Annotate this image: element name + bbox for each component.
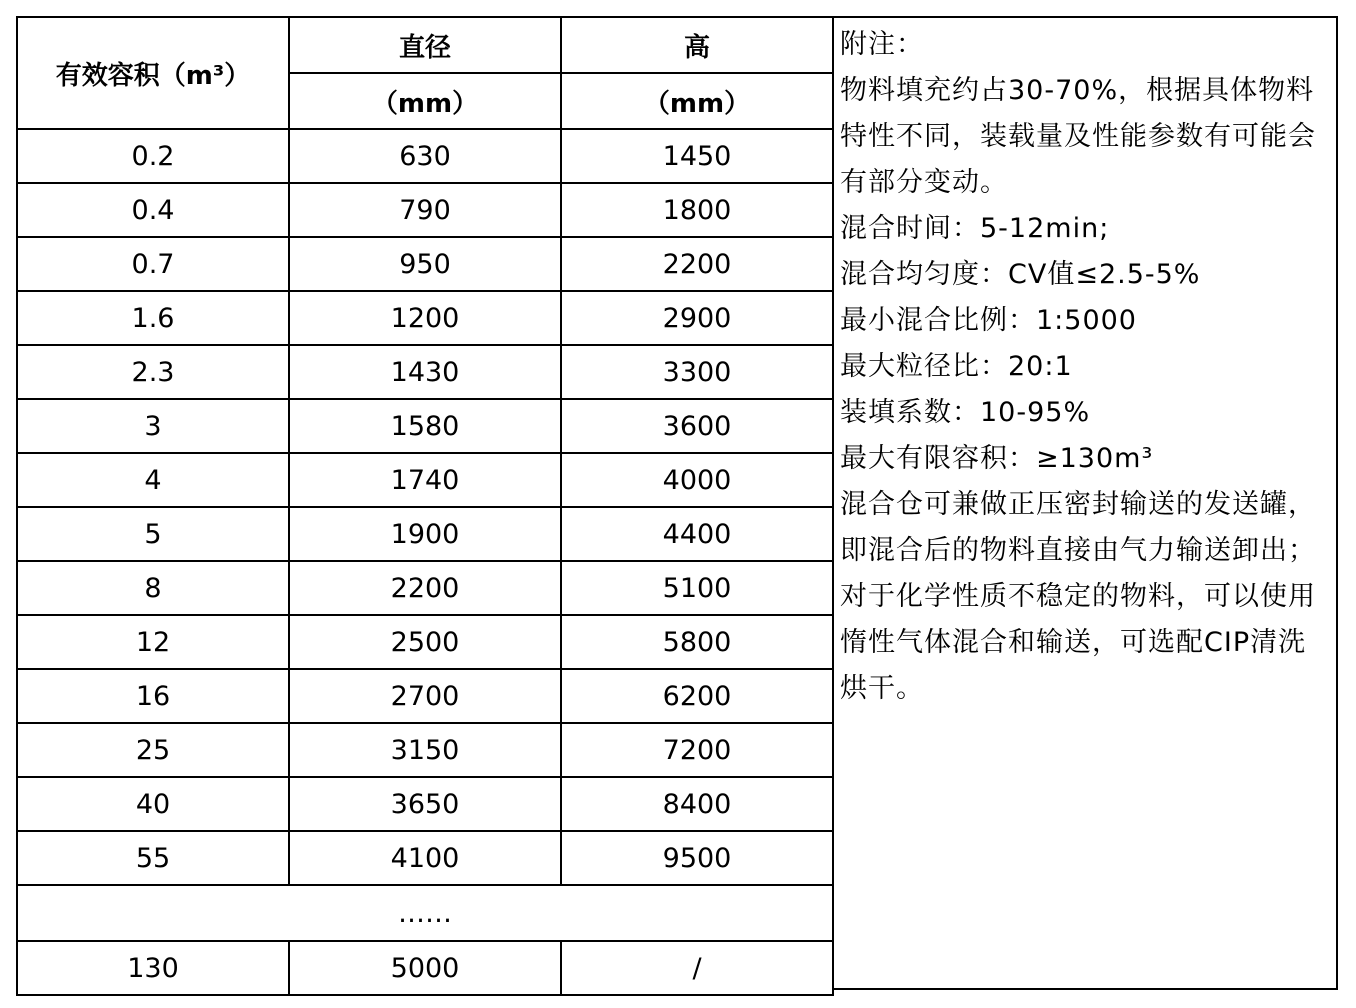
cell-volume: 12 <box>17 615 289 669</box>
notes-title: 附注： <box>840 29 924 60</box>
cell-diameter: 2700 <box>289 669 561 723</box>
cell-diameter: 2200 <box>289 561 561 615</box>
table-row <box>17 723 833 777</box>
table-row <box>17 399 833 453</box>
table-header-row <box>17 17 833 73</box>
header-diameter-unit: （mm） <box>289 73 561 129</box>
table-row <box>17 237 833 291</box>
cell-diameter: 630 <box>289 129 561 183</box>
table-row <box>17 507 833 561</box>
cell-diameter: 1430 <box>289 345 561 399</box>
cell-height: 3600 <box>561 399 833 453</box>
cell-height: 3300 <box>561 345 833 399</box>
cell-height: 5800 <box>561 615 833 669</box>
cell-diameter: 3150 <box>289 723 561 777</box>
cell-volume: 0.7 <box>17 237 289 291</box>
cell-diameter: 4100 <box>289 831 561 885</box>
cell-volume: 4 <box>17 453 289 507</box>
notes-lines <box>840 68 1330 712</box>
cell-height: 9500 <box>561 831 833 885</box>
cell-height: 8400 <box>561 777 833 831</box>
note-line: 最小混合比例：1:5000 <box>840 305 1137 336</box>
spec-table <box>16 16 834 996</box>
table-row <box>17 561 833 615</box>
ellipsis-cell: …… <box>17 885 833 941</box>
cell-diameter: 3650 <box>289 777 561 831</box>
table-row <box>17 291 833 345</box>
cell-volume: 40 <box>17 777 289 831</box>
cell-volume: 25 <box>17 723 289 777</box>
note-line: 最大有限容积：≥130m³ <box>840 443 1154 474</box>
table-row <box>17 345 833 399</box>
cell-height: 7200 <box>561 723 833 777</box>
cell-diameter: 1900 <box>289 507 561 561</box>
cell-height: / <box>561 941 833 995</box>
note-line: 混合仓可兼做正压密封输送的发送罐，即混合后的物料直接由气力输送卸出；对于化学性质不稳定的物料，可以使用惰性气体混合和输送，可选配CIP清洗烘干。 <box>840 489 1316 704</box>
cell-volume: 55 <box>17 831 289 885</box>
cell-volume: 16 <box>17 669 289 723</box>
table-row <box>17 777 833 831</box>
note-line: 最大粒径比：20:1 <box>840 351 1073 382</box>
table-row <box>17 831 833 885</box>
table-row <box>17 129 833 183</box>
note-line: 混合时间：5-12min; <box>840 213 1110 244</box>
spec-document <box>16 16 1340 992</box>
header-volume: 有效容积（m³） <box>17 17 289 129</box>
cell-height: 6200 <box>561 669 833 723</box>
cell-diameter: 950 <box>289 237 561 291</box>
cell-diameter: 2500 <box>289 615 561 669</box>
cell-height: 2200 <box>561 237 833 291</box>
table-body <box>17 129 833 995</box>
header-diameter: 直径 <box>289 17 561 73</box>
cell-diameter: 1740 <box>289 453 561 507</box>
table-row-last <box>17 941 833 995</box>
cell-height: 5100 <box>561 561 833 615</box>
cell-volume: 2.3 <box>17 345 289 399</box>
table-row <box>17 669 833 723</box>
table-row <box>17 183 833 237</box>
header-height: 高 <box>561 17 833 73</box>
cell-volume: 0.4 <box>17 183 289 237</box>
cell-height: 1450 <box>561 129 833 183</box>
note-line: 物料填充约占30-70%，根据具体物料特性不同，装载量及性能参数有可能会有部分变动。 <box>840 75 1316 198</box>
ellipsis-row <box>17 885 833 941</box>
note-line: 混合均匀度：CV值≤2.5-5% <box>840 259 1201 290</box>
cell-volume: 5 <box>17 507 289 561</box>
cell-volume: 8 <box>17 561 289 615</box>
cell-diameter: 1580 <box>289 399 561 453</box>
cell-volume: 130 <box>17 941 289 995</box>
table-row <box>17 453 833 507</box>
cell-height: 2900 <box>561 291 833 345</box>
notes-panel <box>832 16 1338 990</box>
cell-volume: 3 <box>17 399 289 453</box>
cell-height: 1800 <box>561 183 833 237</box>
cell-diameter: 790 <box>289 183 561 237</box>
cell-volume: 0.2 <box>17 129 289 183</box>
header-height-unit: （mm） <box>561 73 833 129</box>
cell-diameter: 1200 <box>289 291 561 345</box>
cell-volume: 1.6 <box>17 291 289 345</box>
cell-diameter: 5000 <box>289 941 561 995</box>
note-line: 装填系数：10-95% <box>840 397 1091 428</box>
cell-height: 4400 <box>561 507 833 561</box>
cell-height: 4000 <box>561 453 833 507</box>
table-row <box>17 615 833 669</box>
